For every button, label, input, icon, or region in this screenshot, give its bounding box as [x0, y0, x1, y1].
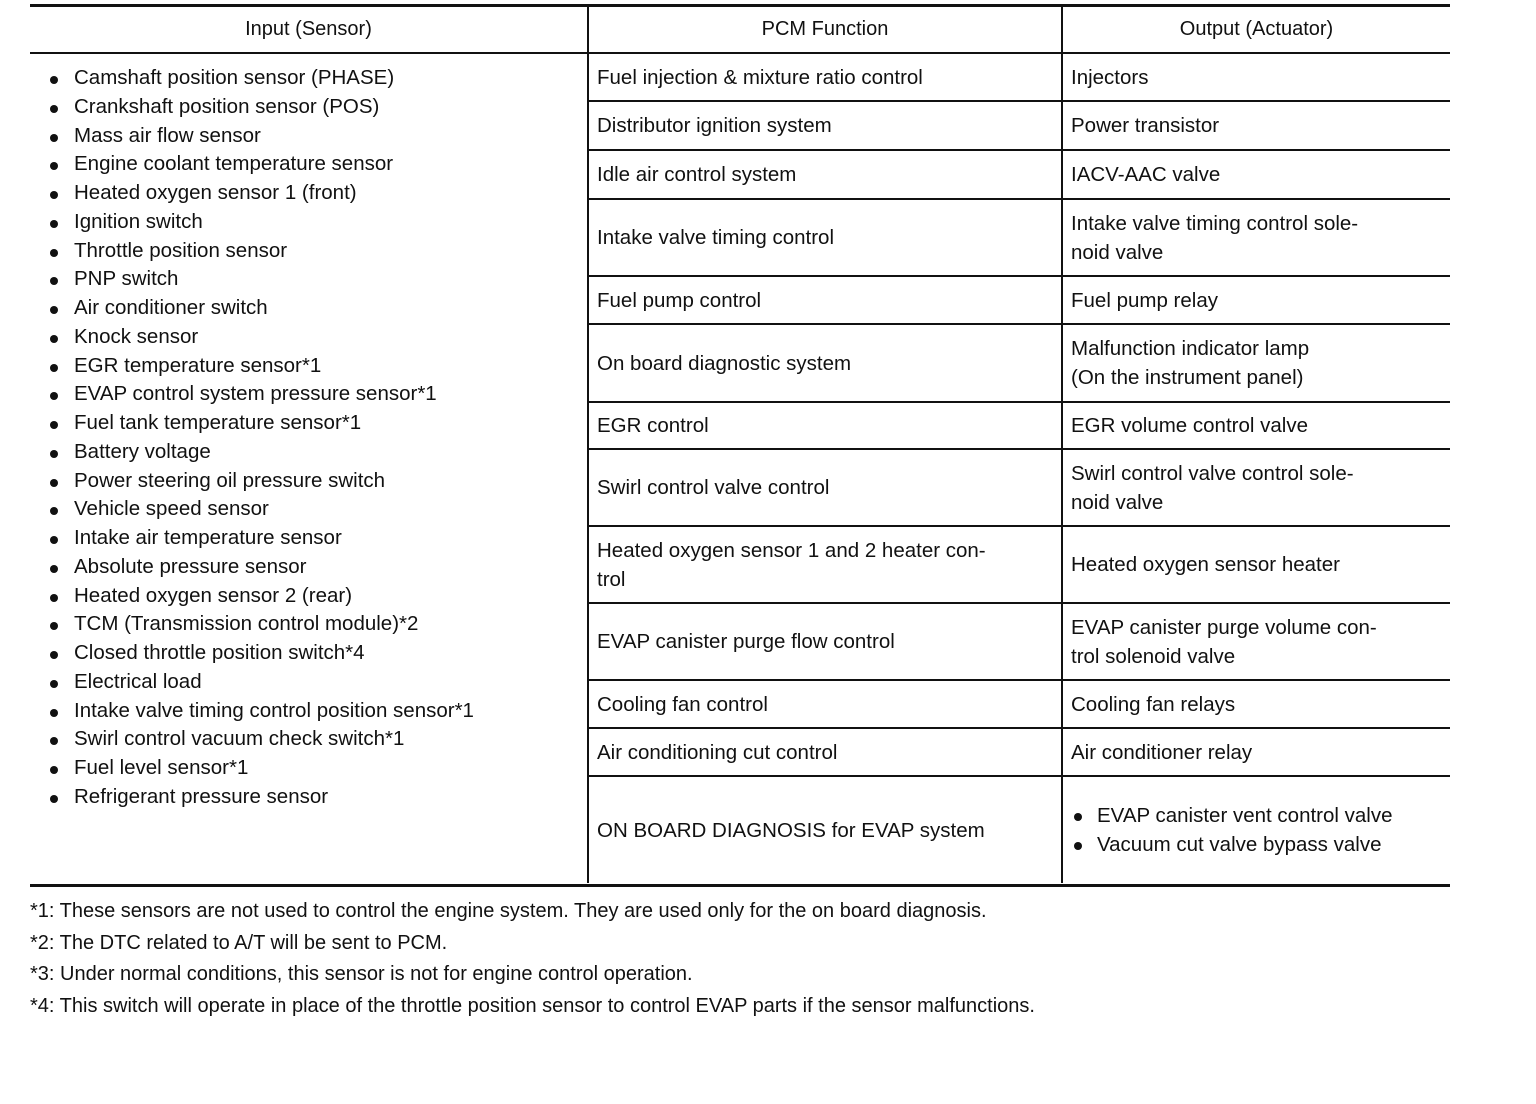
footnote: *4: This switch will operate in place of the throttle position sensor to control EVAP parts if the sensor malfunctions. — [30, 994, 1035, 1017]
output-actuator-cell: Cooling fan relays — [1061, 681, 1450, 729]
output-actuator-cell: Malfunction indicator lamp (On the instrument panel) — [1061, 325, 1450, 403]
table-bottom-rule — [30, 884, 1450, 887]
input-sensor-item: Intake valve timing control position sensor*1 — [48, 697, 587, 726]
pcm-function-cell: EGR control — [587, 403, 1061, 450]
output-actuator-cell: EVAP canister purge volume con- trol solenoid valve — [1061, 604, 1450, 681]
header-input: Input (Sensor) — [30, 7, 587, 54]
pcm-function-cell: Cooling fan control — [587, 681, 1061, 729]
output-actuator-cell: Power transistor — [1061, 102, 1450, 151]
input-sensor-item: Refrigerant pressure sensor — [48, 783, 587, 812]
input-sensor-item: Ignition switch — [48, 208, 587, 237]
output-actuator-cell: Heated oxygen sensor heater — [1061, 527, 1450, 604]
input-sensor-item: Throttle position sensor — [48, 237, 587, 266]
pcm-function-cell: Idle air control system — [587, 151, 1061, 200]
output-actuator-cell: Fuel pump relay — [1061, 277, 1450, 325]
pcm-function-cell: ON BOARD DIAGNOSIS for EVAP system — [587, 777, 1061, 883]
input-sensor-item: Mass air flow sensor — [48, 122, 587, 151]
input-sensor-item: Heated oxygen sensor 1 (front) — [48, 179, 587, 208]
input-sensor-item: Swirl control vacuum check switch*1 — [48, 725, 587, 754]
footnote: *3: Under normal conditions, this sensor is not for engine control operation. — [30, 963, 693, 985]
output-actuator-item: EVAP canister vent control valve — [1071, 801, 1393, 830]
output-actuator-cell: Air conditioner relay — [1061, 729, 1450, 777]
input-sensor-column — [30, 54, 587, 883]
input-sensor-item: TCM (Transmission control module)*2 — [48, 610, 587, 639]
footnote: *1: These sensors are not used to control the engine system. They are used only for the on board diagnosis. — [30, 900, 987, 922]
input-sensor-item: Heated oxygen sensor 2 (rear) — [48, 582, 587, 611]
output-actuator-cell — [1061, 777, 1450, 883]
pcm-io-table — [30, 7, 1450, 883]
input-sensor-item: Camshaft position sensor (PHASE) — [48, 64, 587, 93]
input-sensor-item: Closed throttle position switch*4 — [48, 639, 587, 668]
input-sensor-item: Crankshaft position sensor (POS) — [48, 93, 587, 122]
pcm-function-cell: EVAP canister purge flow control — [587, 604, 1061, 681]
input-sensor-item: Battery voltage — [48, 438, 587, 467]
pcm-function-cell: Fuel pump control — [587, 277, 1061, 325]
output-actuator-list — [1071, 801, 1393, 859]
footnote: *2: The DTC related to A/T will be sent to PCM. — [30, 931, 448, 954]
output-actuator-cell: IACV-AAC valve — [1061, 151, 1450, 200]
pcm-function-cell: Swirl control valve control — [587, 450, 1061, 527]
pcm-function-cell: Distributor ignition system — [587, 102, 1061, 151]
header-output: Output (Actuator) — [1061, 7, 1450, 54]
input-sensor-item: Absolute pressure sensor — [48, 553, 587, 582]
output-actuator-cell: Intake valve timing control sole- noid valve — [1061, 200, 1450, 277]
output-actuator-cell: Injectors — [1061, 54, 1450, 102]
input-sensor-item: Knock sensor — [48, 323, 587, 352]
input-sensor-item: EVAP control system pressure sensor*1 — [48, 380, 587, 409]
input-sensor-item: Fuel level sensor*1 — [48, 754, 587, 783]
output-actuator-item: Vacuum cut valve bypass valve — [1071, 830, 1393, 859]
input-sensor-item: PNP switch — [48, 265, 587, 294]
input-sensor-item: Engine coolant temperature sensor — [48, 150, 587, 179]
header-function: PCM Function — [587, 7, 1061, 54]
footnotes — [30, 896, 1470, 1022]
pcm-function-cell: Air conditioning cut control — [587, 729, 1061, 777]
output-actuator-cell: EGR volume control valve — [1061, 403, 1450, 450]
input-sensor-item: Power steering oil pressure switch — [48, 467, 587, 496]
pcm-function-cell: Intake valve timing control — [587, 200, 1061, 277]
input-sensor-item: Fuel tank temperature sensor*1 — [48, 409, 587, 438]
pcm-function-cell: On board diagnostic system — [587, 325, 1061, 403]
output-actuator-cell: Swirl control valve control sole- noid valve — [1061, 450, 1450, 527]
input-sensor-item: Intake air temperature sensor — [48, 524, 587, 553]
input-sensor-list — [48, 64, 587, 812]
input-sensor-item: EGR temperature sensor*1 — [48, 352, 587, 381]
pcm-function-cell: Heated oxygen sensor 1 and 2 heater con- trol — [587, 527, 1061, 604]
input-sensor-item: Air conditioner switch — [48, 294, 587, 323]
function-output-rows — [587, 54, 1450, 883]
input-sensor-item: Vehicle speed sensor — [48, 495, 587, 524]
pcm-function-cell: Fuel injection & mixture ratio control — [587, 54, 1061, 102]
input-sensor-item: Electrical load — [48, 668, 587, 697]
